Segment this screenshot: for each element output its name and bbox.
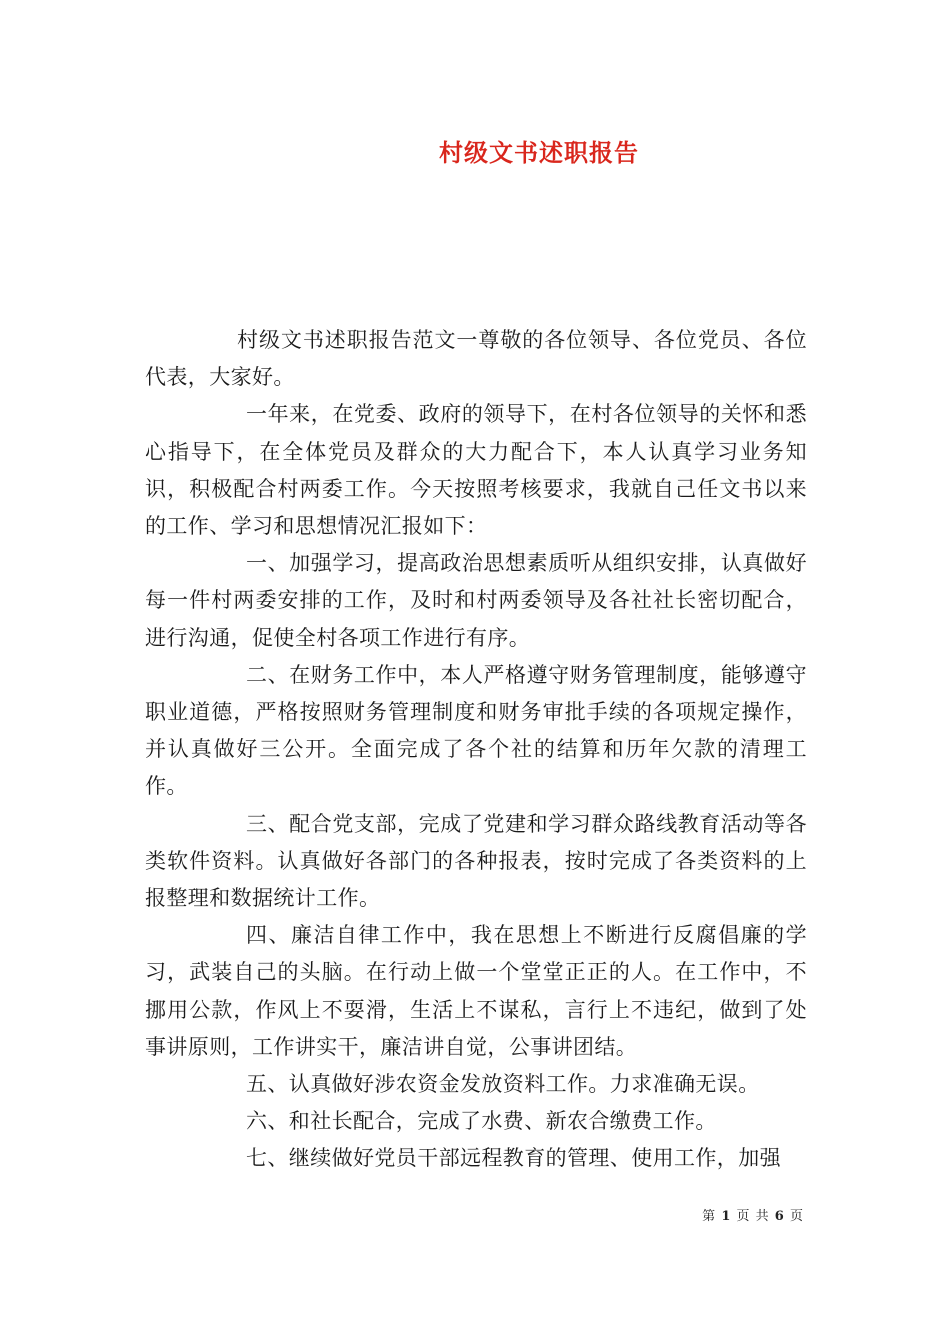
document-body xyxy=(145,322,807,1178)
paragraph-item-6: 六、和社长配合，完成了水费、新农合缴费工作。 xyxy=(246,1109,717,1134)
paragraph-item-4: 四、廉洁自律工作中，我在思想上不断进行反腐倡廉的学习，武装自己的头脑。在行动上做一个堂堂正正的人。在工作中，不挪用公款，作风上不耍滑，生活上不谋私，言行上不违纪，做到了处事讲原则，工作讲实干，廉洁讲自觉，公事讲团结。 xyxy=(145,923,807,1059)
paragraph-intro: 一年来，在党委、政府的领导下，在村各位领导的关怀和悉心指导下，在全体党员及群众的大力配合下，本人认真学习业务知识，积极配合村两委工作。今天按照考核要求，我就自己任文书以来的工作、学习和思想情况汇报如下： xyxy=(145,402,807,539)
paragraph-item-7: 七、继续做好党员干部远程教育的管理、使用工作，加强 xyxy=(246,1146,781,1171)
footer-suffix: 页 xyxy=(789,1209,804,1224)
paragraph-item-5: 五、认真做好涉农资金发放资料工作。力求准确无误。 xyxy=(246,1072,760,1097)
paragraph-item-1: 一、加强学习，提高政治思想素质听从组织安排，认真做好每一件村两委安排的工作，及时和村两委领导及各社社长密切配合，进行沟通，促使全村各项工作进行有序。 xyxy=(145,551,807,650)
footer-current-page: 1 xyxy=(721,1209,732,1224)
document-title: 村级文书述职报告 xyxy=(439,138,639,167)
page-footer xyxy=(702,1205,804,1224)
footer-middle: 页 共 xyxy=(736,1209,770,1224)
paragraph-item-3: 三、配合党支部，完成了党建和学习群众路线教育活动等各类软件资料。认真做好各部门的各种报表，按时完成了各类资料的上报整理和数据统计工作。 xyxy=(145,811,807,911)
footer-prefix: 第 xyxy=(702,1209,717,1224)
footer-total-pages: 6 xyxy=(774,1209,785,1224)
paragraph-item-2: 二、在财务工作中，本人严格遵守财务管理制度，能够遵守职业道德，严格按照财务管理制度和财务审批手续的各项规定操作，并认真做好三公开。全面完成了各个社的结算和历年欠款的清理工作。 xyxy=(145,662,807,799)
paragraph-opening: 村级文书述职报告范文一尊敬的各位领导、各位党员、各位代表，大家好。 xyxy=(145,328,807,390)
